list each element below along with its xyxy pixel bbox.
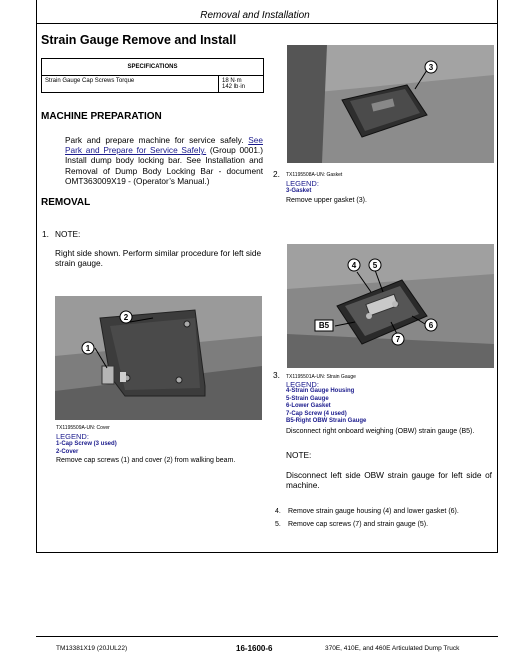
fig2-caption: TX1195508A-UN: Gasket: [286, 172, 343, 178]
section-title: Strain Gauge Remove and Install: [41, 33, 237, 47]
step-3-note-label: NOTE:: [286, 450, 312, 460]
page-header-title: Removal and Installation: [200, 10, 310, 21]
callout-2-label: 2: [123, 313, 129, 322]
callout-7-label: 7: [395, 335, 401, 344]
machine-prep-text-1: Park and prepare machine for service safely.: [65, 135, 244, 145]
callout-b5-label: B5: [318, 321, 330, 330]
specifications-table: [41, 58, 264, 93]
step-3-note-text: Disconnect left side OBW strain gauge for left side of machine.: [286, 470, 492, 491]
machine-preparation-heading: MACHINE PREPARATION: [41, 111, 162, 122]
footer-machine-models: 370E, 410E, and 460E Articulated Dump Truck: [325, 645, 460, 652]
step-2-number: 2.: [273, 169, 280, 179]
spec-value: [219, 76, 264, 93]
step-1-note-text: Right side shown. Perform similar procedure for left side strain gauge.: [55, 248, 262, 269]
specifications-heading: SPECIFICATIONS: [42, 59, 264, 76]
footer-page-number: 16-1600-6: [236, 644, 273, 653]
removal-heading: REMOVAL: [41, 197, 91, 208]
fig3-caption: TX1195501A-UN: Strain Gauge: [286, 374, 356, 380]
step-3-instruction: Disconnect right onboard weighing (OBW) strain gauge (B5).: [286, 428, 475, 435]
spec-value-metric: 18 N·m: [222, 78, 242, 84]
callout-1-label: 1: [85, 344, 91, 353]
strain-gauge-photo: [287, 244, 494, 368]
header-rule: [36, 23, 498, 24]
step-5-instruction: Remove cap screws (7) and strain gauge (5).: [288, 521, 429, 528]
step-3-number: 3.: [273, 370, 280, 380]
legend-item: 2-Cover: [56, 448, 79, 455]
fig2-legend-title: LEGEND:: [286, 179, 319, 188]
gasket-illustration: [287, 45, 494, 163]
machine-preparation-text: [65, 135, 263, 186]
fig3-legend: [286, 388, 366, 426]
legend-item: 7-Cap Screw (4 used): [286, 410, 347, 417]
legend-item: 3-Gasket: [286, 188, 312, 194]
machine-prep-text-2: (Group 0001.) Install dump body locking bar. See Installation and Removal of Dump Body Locking Bar - document OMT363009X19 - (Operator’s Manual.): [65, 145, 263, 186]
park-and-prepare-link[interactable]: See Park and Prepare for Service Safely.: [65, 135, 263, 156]
step-2-instruction: Remove upper gasket (3).: [286, 197, 367, 204]
spec-label: Strain Gauge Cap Screws Torque: [42, 76, 219, 93]
footer-document-id: TM13381X19 (20JUL22): [56, 645, 128, 652]
legend-item: B5-Right OBW Strain Gauge: [286, 418, 367, 424]
footer-rule: [36, 636, 498, 637]
frame-left-border: [36, 0, 37, 553]
fig1-instruction: Remove cap screws (1) and cover (2) from walking beam.: [56, 457, 236, 464]
legend-item: 5-Strain Gauge: [286, 395, 329, 402]
callout-3-label: 3: [428, 63, 434, 72]
callout-5-label: 5: [372, 261, 378, 270]
legend-item: 4-Strain Gauge Housing: [286, 388, 355, 394]
fig1-legend: [56, 441, 117, 456]
fig1-caption: TX1195509A-UN: Cover: [56, 425, 110, 431]
fig2-legend: [286, 188, 311, 196]
table-row: [42, 76, 264, 93]
frame-right-border: [497, 0, 498, 553]
gasket-photo: [287, 45, 494, 163]
callout-4-label: 4: [351, 261, 357, 270]
step-4-number: 4.: [275, 508, 281, 515]
step-5-number: 5.: [275, 521, 281, 528]
spec-value-imperial: 142 lb·in: [222, 84, 246, 90]
strain-gauge-illustration: [287, 244, 494, 368]
legend-item: 1-Cap Screw (3 used): [56, 441, 117, 447]
fig1-legend-title: LEGEND:: [56, 432, 89, 441]
callout-6-label: 6: [428, 321, 434, 330]
fig3-legend-title: LEGEND:: [286, 380, 319, 389]
step-1-number: 1.: [42, 229, 49, 239]
legend-item: 6-Lower Gasket: [286, 403, 331, 409]
frame-bottom-border: [36, 552, 498, 553]
cover-illustration: [55, 296, 262, 420]
step-4-instruction: Remove strain gauge housing (4) and lower gasket (6).: [288, 508, 459, 515]
step-1-note-label: NOTE:: [55, 229, 81, 239]
cover-photo: [55, 296, 262, 420]
